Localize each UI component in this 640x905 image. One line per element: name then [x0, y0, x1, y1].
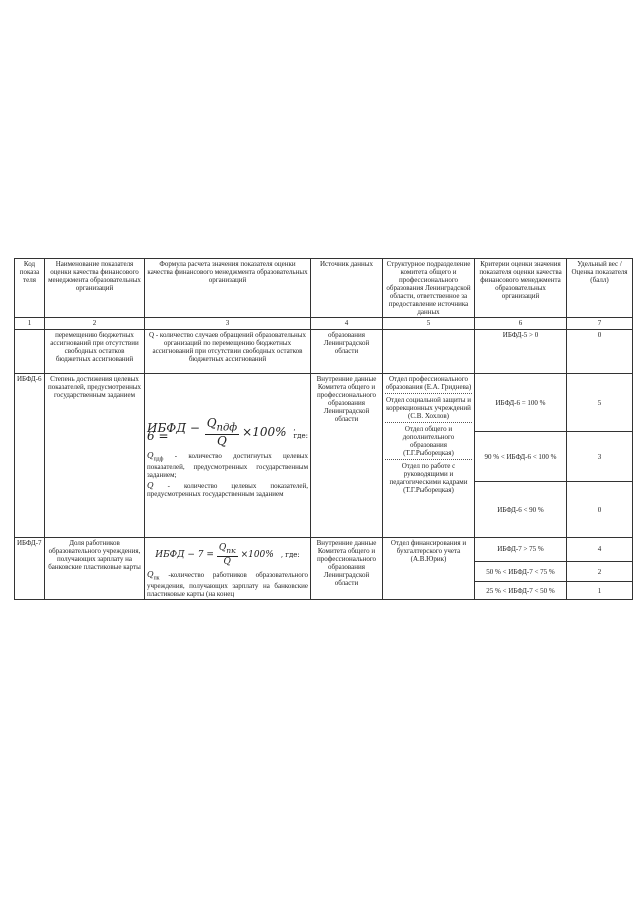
formula-where: , где:: [293, 424, 308, 441]
formula-fraction: [205, 417, 239, 448]
data-source: Внутренние данные Комитета общего и профессионального образования Ленинградской области: [311, 538, 383, 600]
indicator-name: Степень достижения целевых показателей, предусмотренных государственным заданием: [45, 374, 145, 538]
formula-lhs: ИБФД − 6 =: [147, 421, 200, 444]
score-value: 1: [567, 582, 633, 600]
header-weight: Удельный вес / Оценка показателя (балл): [567, 259, 633, 318]
header-code: Код показа теля: [15, 259, 45, 318]
responsible-dept: Отдел финансирования и бухгалтерского учета (А.В.Юрик): [383, 538, 475, 600]
responsible-dept: Отдел по работе с руководящими и педагогическими кадрами (Т.Г.Рыборецкая): [389, 462, 468, 494]
header-row: [15, 259, 633, 318]
variable-description: [147, 482, 308, 498]
score-value: 5: [567, 374, 633, 432]
formula-cell: [145, 374, 311, 538]
score-value: 2: [567, 561, 633, 582]
criteria-value: ИБФД-5 > 0: [475, 330, 567, 374]
score-value: 4: [567, 538, 633, 562]
indicator-name: перемещению бюджетных ассигнований при отсутствии свободных остатков бюджетных ассигнований: [45, 330, 145, 374]
score-value: 3: [567, 432, 633, 482]
criteria-value: ИБФД-6 = 100 %: [475, 374, 567, 432]
formula-numerator: Q: [218, 543, 227, 553]
formula-tail: ×100%: [240, 549, 274, 560]
col-number: 4: [311, 318, 383, 330]
col-number: 6: [475, 318, 567, 330]
formula-numerator-sub: пк: [226, 545, 236, 555]
score-value: 0: [567, 482, 633, 538]
header-criteria: Критерии оценки значения показателя оценки качества финансового менеджмента образовательных организаций: [475, 259, 567, 318]
responsible-dept: Отдел общего и дополнительного образования (Т.Г.Рыборецкая): [402, 425, 455, 457]
criteria-value: ИБФД-6 < 90 %: [475, 482, 567, 538]
variable-symbol-sub: пдф: [153, 456, 164, 463]
col-number: 5: [383, 318, 475, 330]
formula-denominator: Q: [216, 434, 227, 448]
col-number: 7: [567, 318, 633, 330]
criteria-value: 50 % < ИБФД-7 < 75 %: [475, 561, 567, 582]
code-cell: [15, 330, 45, 374]
score-value: 0: [567, 330, 633, 374]
col-number: 2: [45, 318, 145, 330]
formula-numerator: Q: [206, 415, 217, 430]
responsible-dept: Отдел профессионального образования (Е.А. Гриднева): [385, 375, 472, 391]
formula-tail: ×100%: [242, 425, 287, 440]
table-row: [15, 374, 633, 432]
col-number: 3: [145, 318, 311, 330]
criteria-table: [14, 258, 633, 600]
indicator-code: ИБФД-6: [15, 374, 45, 538]
header-name: Наименование показателя оценки качества финансового менеджмента образовательных организаций: [45, 259, 145, 318]
col-number: 1: [15, 318, 45, 330]
variable-description: [147, 571, 308, 598]
variable-text: - количество достигнутых целевых показателей, предусмотренных государственным заданием;: [147, 452, 308, 480]
formula-cell: [145, 538, 311, 600]
variable-symbol-sub: пк: [153, 575, 160, 582]
variable-symbol: Q: [147, 569, 154, 579]
formula-denominator: Q: [223, 556, 231, 567]
table-row: [15, 538, 633, 562]
criteria-value: 25 % < ИБФД-7 < 50 %: [475, 582, 567, 600]
formula-lhs: ИБФД − 7 =: [155, 549, 214, 560]
criteria-value: ИБФД-7 > 75 %: [475, 538, 567, 562]
formula-numerator-sub: пдф: [216, 422, 238, 433]
variable-text: - количество целевых показателей, предусмотренных государственным заданием: [147, 482, 308, 499]
responsible-cell: [383, 374, 475, 538]
formula: [147, 417, 308, 448]
column-number-row: [15, 318, 633, 330]
variable-description: [147, 452, 308, 479]
data-source: Внутренние данные Комитета общего и профессионального образования Ленинградской области: [311, 374, 383, 538]
formula: [147, 543, 308, 567]
criteria-value: 90 % < ИБФД-6 < 100 %: [475, 432, 567, 482]
table-row: [15, 330, 633, 374]
indicator-name: Доля работников образовательного учреждения, получающих зарплату на банковские пластиковые карты: [45, 538, 145, 600]
variable-symbol: Q: [147, 451, 154, 460]
responsible-dept: Отдел социальной защиты и коррекционных учреждений (С.В. Хохлов): [386, 396, 471, 420]
formula-description: Q - количество случаев обращений образовательных организаций по перемещению бюджетных ассигнований при отсутствии свободных остатков бюджетных ассигнований: [145, 330, 311, 374]
header-formula: Формула расчета значения показателя оценки качества финансового менеджмента образовательных организаций: [145, 259, 311, 318]
variable-text: -количество работников образовательного учреждения, получающих зарплату на банковские пластиковые карты (на конец: [147, 570, 308, 599]
variable-symbol: Q: [147, 481, 154, 491]
data-source: образования Ленинградской области: [311, 330, 383, 374]
header-source: Источник данных: [311, 259, 383, 318]
formula-fraction: [217, 543, 238, 567]
indicator-code: ИБФД-7: [15, 538, 45, 600]
formula-where: , где:: [280, 550, 300, 559]
header-responsible: Структурное подразделение комитета общего и профессионального образования Ленинградской области, ответственное за предоставление источника данных: [383, 259, 475, 318]
responsible-cell: [383, 330, 475, 374]
